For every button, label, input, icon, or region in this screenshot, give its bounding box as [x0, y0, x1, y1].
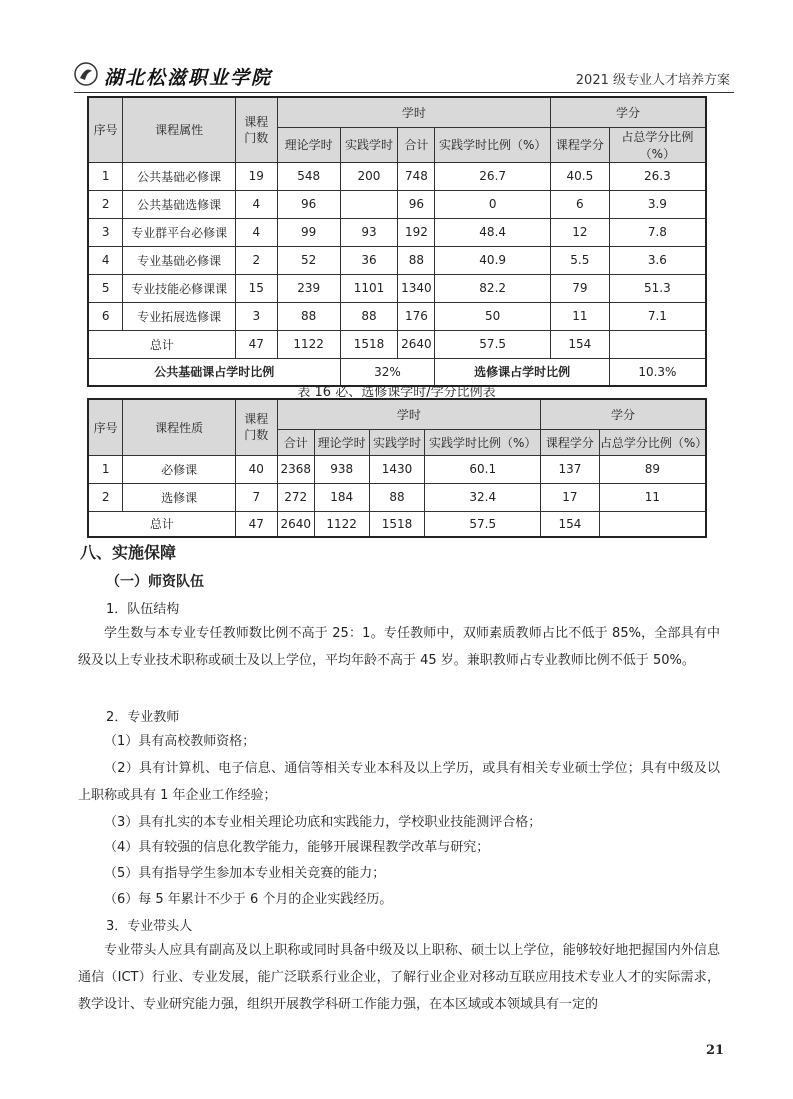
school-name: 湖北松滋职业学院: [104, 67, 273, 89]
table-cell: 7.8: [609, 218, 706, 246]
total-credit: 154: [550, 330, 609, 358]
t2-header-course-credit: 课程学分: [541, 429, 600, 455]
table-row: [88, 218, 706, 246]
public-ratio-label: 公共基础课占学时比例: [88, 358, 340, 386]
page-number: 21: [706, 1043, 725, 1058]
table-cell: [340, 190, 398, 218]
table-cell: 6: [550, 190, 609, 218]
t2-header-nature: 课程性质: [123, 399, 235, 455]
item-professional-teachers: 2．专业教师: [106, 710, 180, 725]
table-cell: 52: [277, 246, 340, 274]
table-row: [88, 162, 706, 190]
t2-total-theory: 1122: [314, 511, 369, 537]
requirement-4: （4）具有较强的信息化教学能力，能够开展课程教学改革与研究；: [104, 840, 490, 855]
table-cell: 公共基础必修课: [123, 162, 235, 190]
table-cell: 184: [314, 483, 369, 511]
requirement-3: （3）具有扎实的本专业相关理论功底和实践能力，学校职业技能测评合格；: [104, 815, 542, 830]
table-cell: 11: [550, 302, 609, 330]
t2-header-practice: 实践学时: [369, 429, 425, 455]
header-attr: 课程属性: [123, 97, 235, 162]
table-cell: 公共基础选修课: [123, 190, 235, 218]
table-cell: 4: [88, 246, 123, 274]
table-cell: 96: [277, 190, 340, 218]
table-cell: 7: [235, 483, 277, 511]
course-attribute-table: [87, 96, 707, 387]
table-caption: 表 16 必、选修课学时/学分比例表: [297, 385, 496, 400]
table-cell: 50: [435, 302, 551, 330]
t2-total-practice: 1518: [369, 511, 425, 537]
table-cell: 必修课: [123, 455, 235, 483]
section-title: 八、实施保障: [80, 543, 177, 562]
table-cell: 15: [235, 274, 277, 302]
table-row: [88, 483, 706, 511]
table-cell: 88: [277, 302, 340, 330]
table-cell: 3: [235, 302, 277, 330]
table-cell: 1430: [369, 455, 425, 483]
table-row: [88, 190, 706, 218]
table-cell: 88: [340, 302, 398, 330]
table-cell: 5.5: [550, 246, 609, 274]
total-credit-ratio: [609, 330, 706, 358]
table-cell: 2: [88, 190, 123, 218]
table-cell: 3.6: [609, 246, 706, 274]
item-program-leader: 3．专业带头人: [106, 919, 193, 934]
t2-header-credit-ratio: 占总学分比例（%）: [599, 429, 706, 455]
table-cell: 93: [340, 218, 398, 246]
table-row: [88, 455, 706, 483]
total-count: 47: [235, 330, 277, 358]
total-hours: 2640: [398, 330, 435, 358]
t2-total-ratio: 57.5: [425, 511, 541, 537]
header-credits: 学分: [550, 97, 706, 127]
subsection-title: （一）师资队伍: [106, 574, 204, 590]
table-cell: 60.1: [425, 455, 541, 483]
requirement-5: （5）具有指导学生参加本专业相关竞赛的能力；: [104, 866, 386, 881]
table-cell: 0: [435, 190, 551, 218]
table-cell: 2368: [277, 455, 314, 483]
paragraph-program-leader: 专业带头人应具有副高及以上职称或同时具备中级及以上职称、硕士以上学位，能够较好地把握国内外信息通信（ICT）行业、专业发展，能广泛联系行业企业，了解行业企业对移动互联应用技术专业人才的实际需求，教学设计、专业研究能力强，组织开展教学科研工作能力强，在本区域或本领域具有一定的: [78, 943, 720, 1012]
t2-header-total: 合计: [277, 429, 314, 455]
required-elective-table: [87, 398, 707, 538]
requirement-1: （1）具有高校教师资格；: [104, 734, 256, 749]
table-cell: 专业群平台必修课: [123, 218, 235, 246]
table-cell: 4: [235, 190, 277, 218]
header-practice-ratio: 实践学时比例（%）: [435, 127, 551, 162]
header-theory: 理论学时: [277, 127, 340, 162]
public-ratio-value: 32%: [340, 358, 435, 386]
table-cell: 32.4: [425, 483, 541, 511]
table-cell: 200: [340, 162, 398, 190]
table-cell: 82.2: [435, 274, 551, 302]
requirement-6: （6）每 5 年累计不少于 6 个月的企业实践经历。: [104, 892, 393, 907]
t2-total-credit: 154: [541, 511, 600, 537]
total-ratio: 57.5: [435, 330, 551, 358]
table-cell: 12: [550, 218, 609, 246]
table-cell: 17: [541, 483, 600, 511]
header-total: 合计: [398, 127, 435, 162]
table-row: [88, 302, 706, 330]
total-label: 总计: [88, 330, 235, 358]
requirement-2: （2）具有计算机、电子信息、通信等相关专业本科及以上学历，或具有相关专业硕士学位；具有中级及以上职称或具有 1 年企业工作经验；: [78, 761, 720, 803]
table-cell: 专业基础必修课: [123, 246, 235, 274]
item-team-structure: 1．队伍结构: [106, 602, 180, 617]
table-cell: 548: [277, 162, 340, 190]
t2-header-count: 课程门数: [235, 399, 277, 455]
header-hours: 学时: [277, 97, 550, 127]
elective-ratio-value: 10.3%: [609, 358, 706, 386]
table-cell: 938: [314, 455, 369, 483]
total-theory: 1122: [277, 330, 340, 358]
table-cell: 89: [599, 455, 706, 483]
t2-total-credit-ratio: [599, 511, 706, 537]
table-cell: 272: [277, 483, 314, 511]
table-cell: 6: [88, 302, 123, 330]
table-cell: 48.4: [435, 218, 551, 246]
header-practice: 实践学时: [340, 127, 398, 162]
table-row: [88, 274, 706, 302]
school-logo-icon: [74, 62, 98, 86]
table-cell: 40.9: [435, 246, 551, 274]
t2-header-no: 序号: [88, 399, 123, 455]
table-cell: 2: [235, 246, 277, 274]
t2-header-hours: 学时: [277, 399, 540, 429]
table-cell: 96: [398, 190, 435, 218]
table-cell: 4: [235, 218, 277, 246]
header-no: 序号: [88, 97, 123, 162]
table-cell: 40: [235, 455, 277, 483]
t2-header-credits: 学分: [541, 399, 706, 429]
table-cell: 专业拓展选修课: [123, 302, 235, 330]
total-practice: 1518: [340, 330, 398, 358]
table-cell: 1: [88, 455, 123, 483]
table-cell: 2: [88, 483, 123, 511]
table-cell: 11: [599, 483, 706, 511]
table-cell: 176: [398, 302, 435, 330]
table-cell: 1: [88, 162, 123, 190]
page-header: [74, 62, 734, 93]
table-cell: 192: [398, 218, 435, 246]
table-cell: 51.3: [609, 274, 706, 302]
paragraph-team-structure: 学生数与本专业专任教师数比例不高于 25：1。专任教师中，双师素质教师占比不低于 85%，全部具有中级及以上专业技术职称或硕士及以上学位，平均年龄不高于 45 岁。兼职教师占专业教师比例不低于 50%。: [78, 626, 720, 668]
table-cell: 36: [340, 246, 398, 274]
table-cell: 748: [398, 162, 435, 190]
table-cell: 19: [235, 162, 277, 190]
table-cell: 选修课: [123, 483, 235, 511]
elective-ratio-label: 选修课占学时比例: [435, 358, 609, 386]
t2-header-theory: 理论学时: [314, 429, 369, 455]
table-cell: 88: [369, 483, 425, 511]
table-cell: 88: [398, 246, 435, 274]
header-course-credit: 课程学分: [550, 127, 609, 162]
table-cell: 3.9: [609, 190, 706, 218]
t2-header-practice-ratio: 实践学时比例（%）: [425, 429, 541, 455]
table-cell: 1101: [340, 274, 398, 302]
table-cell: 40.5: [550, 162, 609, 190]
t2-total-label: 总计: [88, 511, 235, 537]
table-cell: 专业技能必修课课: [123, 274, 235, 302]
table-cell: 26.7: [435, 162, 551, 190]
table-cell: 239: [277, 274, 340, 302]
table-cell: 26.3: [609, 162, 706, 190]
header-count: 课程门数: [235, 97, 277, 162]
plan-title: 2021 级专业人才培养方案: [575, 73, 730, 88]
table-cell: 137: [541, 455, 600, 483]
header-credit-ratio: 占总学分比例（%）: [609, 127, 706, 162]
table-cell: 79: [550, 274, 609, 302]
table-cell: 3: [88, 218, 123, 246]
table-cell: 1340: [398, 274, 435, 302]
table-cell: 5: [88, 274, 123, 302]
t2-total-count: 47: [235, 511, 277, 537]
table-cell: 99: [277, 218, 340, 246]
table-row: [88, 246, 706, 274]
table-cell: 7.1: [609, 302, 706, 330]
t2-total-hours: 2640: [277, 511, 314, 537]
